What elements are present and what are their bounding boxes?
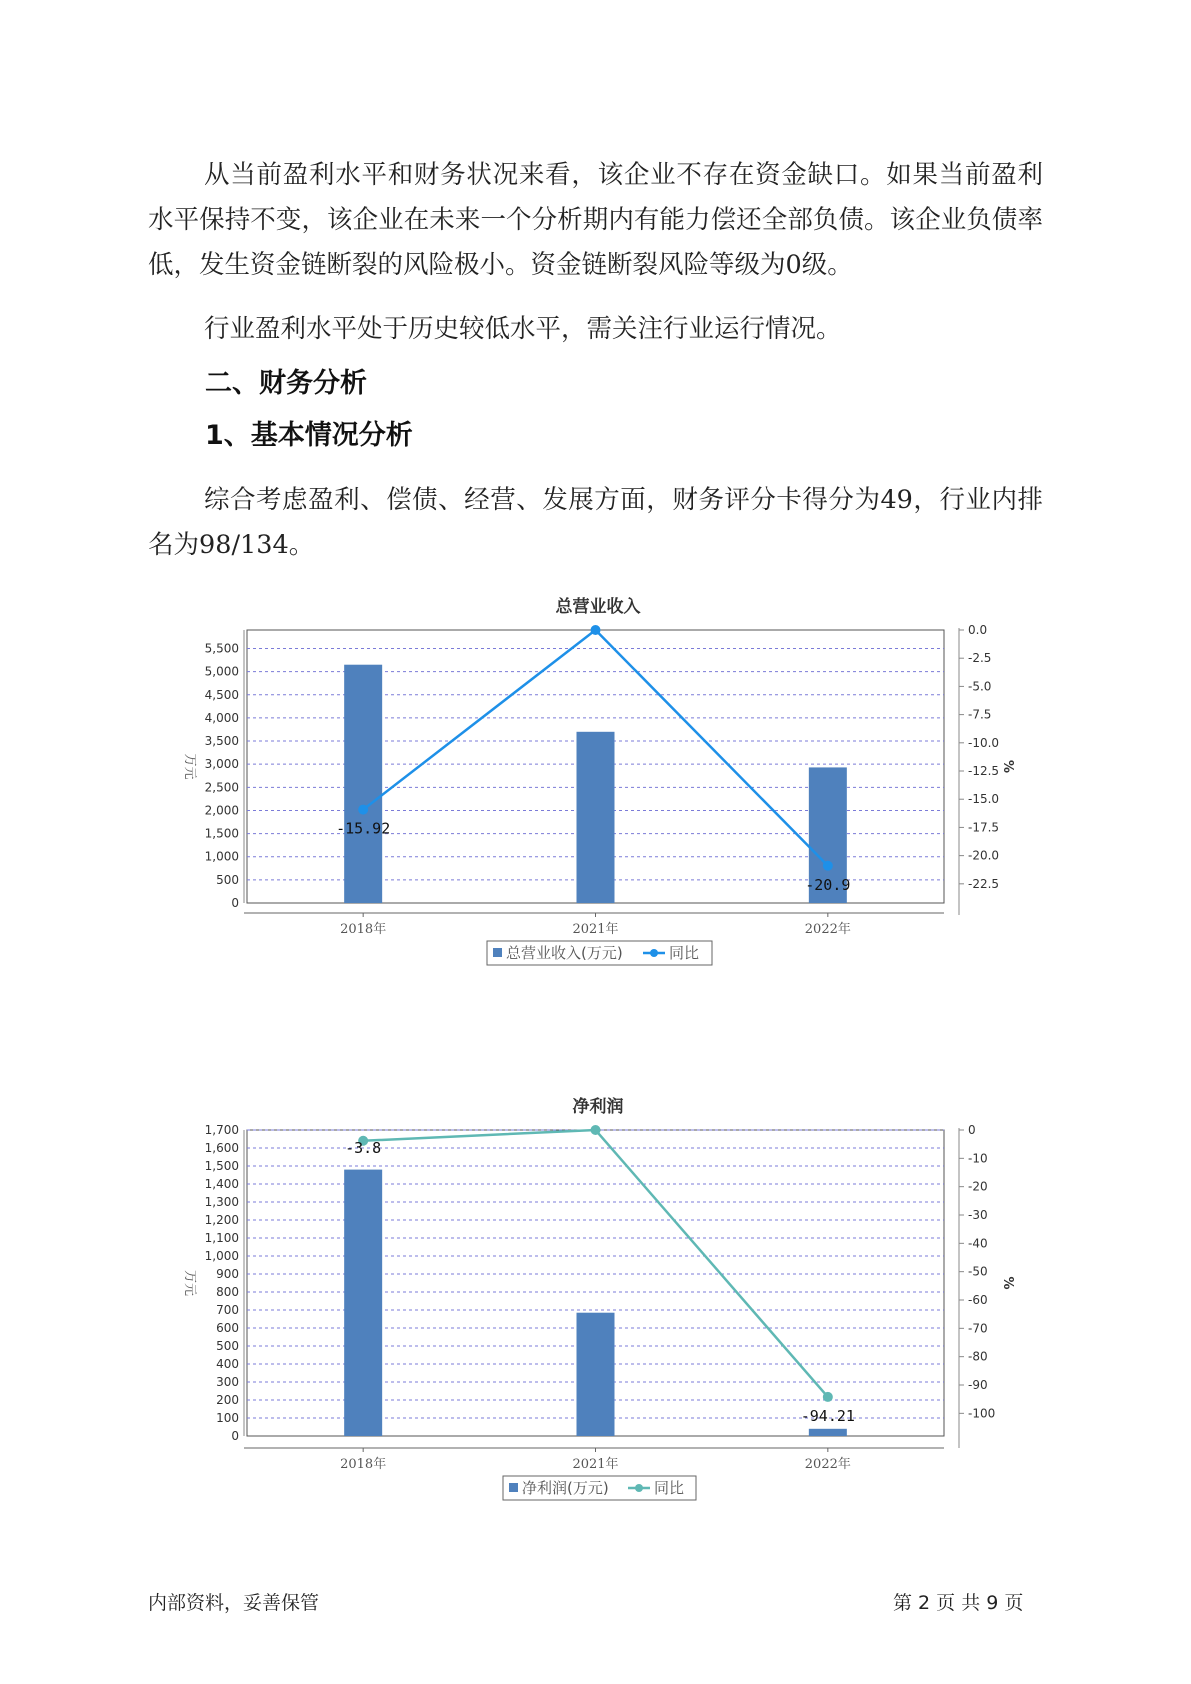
chart-x-ticks — [340, 913, 851, 937]
y-tick-label: 5,500 — [204, 641, 239, 656]
y-tick-label: 4,500 — [204, 687, 239, 702]
data-label: -20.9 — [805, 875, 851, 894]
y2-tick-label: -15.0 — [968, 792, 1000, 807]
x-tick-label: 2022年 — [804, 1457, 851, 1472]
y-tick-label: 1,700 — [204, 1123, 239, 1137]
y-tick-label: 900 — [216, 1267, 239, 1281]
y2-tick-label: -5.0 — [968, 679, 992, 694]
chart-title: 总营业收入 — [555, 597, 641, 617]
legend-bar-label: 净利润(万元) — [522, 1479, 609, 1497]
y-tick-label: 1,500 — [204, 826, 239, 841]
y2-tick-label: -20 — [968, 1179, 988, 1194]
y2-tick-label: -100 — [968, 1406, 996, 1421]
line-point — [358, 805, 368, 815]
data-label: -3.8 — [345, 1138, 382, 1157]
y2-tick-label: -90 — [968, 1378, 988, 1392]
y-tick-label: 1,200 — [204, 1213, 239, 1227]
y-tick-label: 0 — [231, 1429, 239, 1443]
paragraph-funding-gap: 从当前盈利水平和财务状况来看，该企业不存在资金缺口。如果当前盈利水平保持不变，该企业在未来一个分析期内有能力偿还全部负债。该企业负债率低，发生资金链断裂的风险极小。资金链断裂风险等级为0级。 — [148, 160, 1043, 280]
y2-tick-label: -10 — [968, 1151, 988, 1166]
y2-tick-label: 0.0 — [968, 623, 988, 637]
legend-bar-swatch — [493, 948, 502, 957]
section-heading-financial-analysis: 二、财务分析 — [205, 368, 367, 399]
bar — [577, 1313, 615, 1436]
paragraph-scorecard: 综合考虑盈利、偿债、经营、发展方面，财务评分卡得分为49，行业内排名为98/134。 — [148, 485, 1043, 560]
footer-page-number: 第 2 页 共 9 页 — [893, 1592, 1024, 1614]
legend-bar-label: 总营业收入(万元) — [506, 944, 623, 962]
bar — [577, 732, 615, 903]
y-tick-label: 500 — [216, 872, 239, 887]
chart-legend — [487, 941, 712, 965]
y2-tick-label: -70 — [968, 1321, 988, 1336]
line-point — [823, 861, 833, 871]
y2-tick-label: -7.5 — [968, 707, 992, 722]
x-tick-label: 2021年 — [572, 1457, 619, 1472]
y-tick-label: 1,400 — [204, 1177, 239, 1191]
y2-tick-label: -17.5 — [968, 820, 1000, 835]
y-tick-label: 4,000 — [204, 710, 239, 725]
bar — [809, 1429, 847, 1436]
y-tick-label: 3,500 — [204, 734, 239, 749]
y2-tick-label: -12.5 — [968, 764, 1000, 779]
y-tick-label: 500 — [216, 1339, 239, 1353]
subsection-heading-basic-analysis: 1、基本情况分析 — [205, 420, 413, 451]
chart-legend — [503, 1476, 696, 1500]
chart-y-axis-label: 万元 — [182, 753, 197, 780]
chart-y-ticks — [205, 1123, 239, 1443]
chart-net-profit — [0, 1090, 1191, 1550]
y2-tick-label: 0 — [968, 1123, 976, 1137]
data-label: -94.21 — [800, 1406, 855, 1425]
y-tick-label: 5,000 — [204, 664, 239, 679]
y2-tick-label: -2.5 — [968, 651, 992, 666]
paragraph-industry-profit: 行业盈利水平处于历史较低水平，需关注行业运行情况。 — [204, 314, 842, 344]
legend-line-dot — [650, 949, 658, 957]
footer-confidential: 内部资料，妥善保管 — [148, 1592, 320, 1614]
y-tick-label: 800 — [216, 1285, 239, 1299]
y-tick-label: 1,600 — [204, 1141, 239, 1155]
y-tick-label: 300 — [216, 1375, 239, 1389]
y-tick-label: 200 — [216, 1393, 239, 1407]
x-tick-label: 2021年 — [572, 922, 619, 937]
legend-line-label: 同比 — [669, 944, 700, 962]
line-point — [591, 625, 601, 635]
y2-tick-label: -10.0 — [968, 735, 1000, 750]
chart-y2-ticks — [959, 623, 999, 891]
y-tick-label: 2,000 — [204, 803, 239, 818]
y-tick-label: 700 — [216, 1303, 239, 1317]
chart-y-ticks — [205, 642, 239, 910]
chart-bars — [344, 665, 847, 903]
y-tick-label: 1,100 — [204, 1231, 239, 1245]
y2-tick-label: -80 — [968, 1349, 988, 1364]
y-tick-label: 1,000 — [204, 849, 239, 864]
y-tick-label: 600 — [216, 1321, 239, 1335]
x-tick-label: 2022年 — [804, 922, 851, 937]
chart-bars — [344, 1170, 847, 1436]
y2-tick-label: -50 — [968, 1264, 988, 1279]
y-tick-label: 0 — [231, 896, 239, 910]
bar — [344, 1170, 382, 1436]
y-tick-label: 400 — [216, 1357, 239, 1371]
legend-bar-swatch — [509, 1483, 518, 1492]
y2-tick-label: -22.5 — [968, 876, 1000, 891]
y-tick-label: 1,300 — [204, 1195, 239, 1209]
legend-line-label: 同比 — [654, 1479, 685, 1497]
y-tick-label: 3,000 — [204, 757, 239, 772]
line-point — [591, 1125, 601, 1135]
y-tick-label: 2,500 — [204, 780, 239, 795]
legend-line-dot — [635, 1484, 643, 1492]
y2-tick-label: -20.0 — [968, 848, 1000, 863]
line-point — [823, 1392, 833, 1402]
x-tick-label: 2018年 — [340, 1457, 387, 1472]
chart-net-profit-svg — [0, 1090, 1191, 1550]
y2-tick-label: -60 — [968, 1293, 988, 1307]
chart-y-axis-label: 万元 — [182, 1269, 197, 1297]
chart-y2-axis-label: % — [1000, 1276, 1015, 1290]
y2-tick-label: -30 — [968, 1208, 988, 1222]
chart-y2-ticks — [959, 1123, 995, 1420]
chart-y2-axis-label: % — [1000, 759, 1015, 774]
y-tick-label: 100 — [216, 1411, 239, 1425]
chart-x-ticks — [340, 1448, 851, 1472]
chart-total-revenue-svg — [0, 590, 1191, 1050]
x-tick-label: 2018年 — [340, 922, 387, 937]
chart-title: 净利润 — [572, 1097, 624, 1117]
data-label: -15.92 — [336, 819, 391, 838]
y2-tick-label: -40 — [968, 1236, 988, 1251]
y-tick-label: 1,000 — [204, 1249, 239, 1263]
chart-total-revenue — [0, 590, 1191, 1050]
bar — [344, 665, 382, 903]
y-tick-label: 1,500 — [204, 1159, 239, 1173]
